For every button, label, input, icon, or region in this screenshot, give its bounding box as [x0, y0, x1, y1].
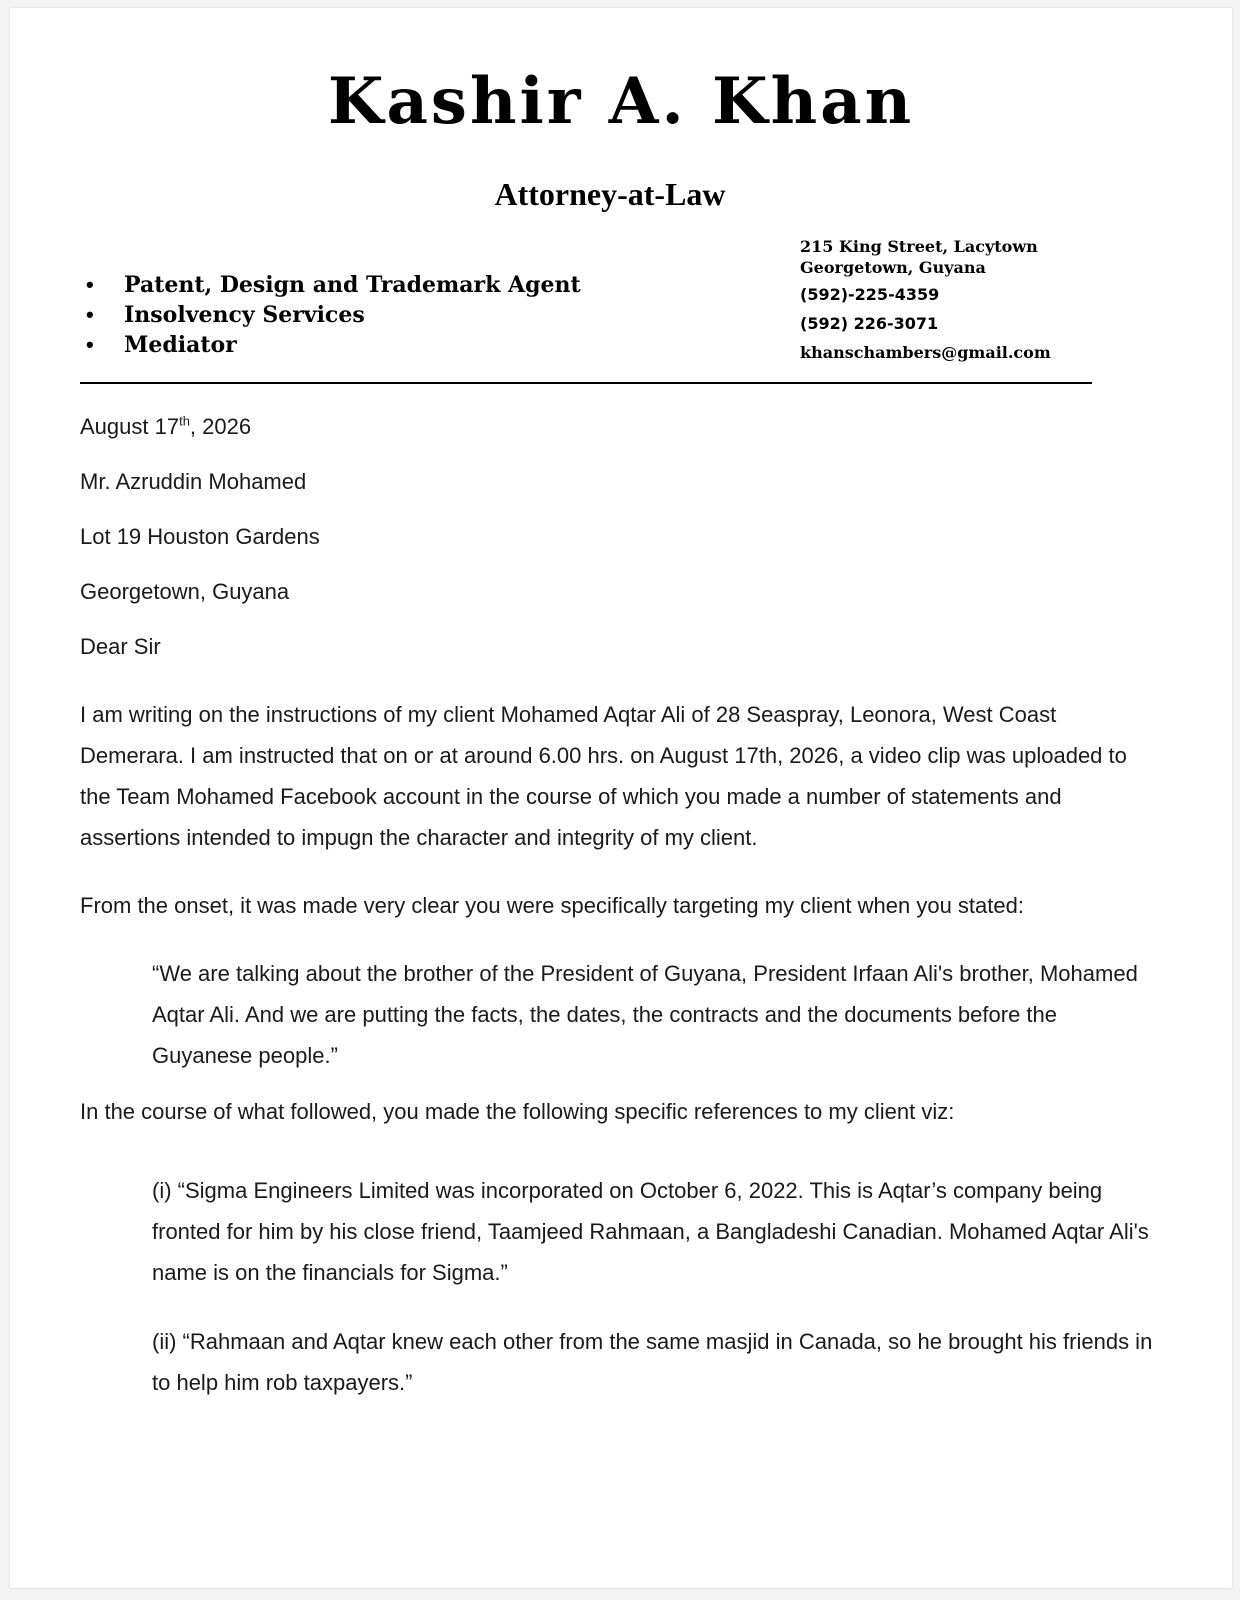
body-paragraph: In the course of what followed, you made the following specific references to my client viz:	[80, 1099, 955, 1124]
date-ordinal: th	[179, 413, 190, 429]
service-item: • Insolvency Services	[82, 300, 581, 330]
address-line: Georgetown, Guyana	[800, 258, 986, 277]
phone-number: (592)-225-4359	[800, 285, 940, 304]
letterhead-title: Attorney-at-Law	[494, 176, 726, 212]
body-paragraph: From the onset, it was made very clear you were specifically targeting my client when you stated:	[80, 893, 1024, 918]
services-list	[82, 270, 581, 360]
block-quote: (ii) “Rahmaan and Aqtar knew each other from the same masjid in Canada, so he brought his friends in to help him rob taxpayers.”	[152, 1329, 1153, 1395]
service-item: • Patent, Design and Trademark Agent	[82, 270, 581, 300]
body-paragraph: I am writing on the instructions of my client Mohamed Aqtar Ali of 28 Seaspray, Leonora, West Coast Demerara. I am instructed that on or at around 6.00 hrs. on August 17th, 2026, a video clip was uploaded to the Team Mohamed Facebook account in the course of which you made a number of statements and assertions intended to impugn the character and integrity of my client.	[80, 702, 1127, 850]
addressee-name: Mr. Azruddin Mohamed	[80, 469, 307, 494]
date-text: August 17	[80, 414, 180, 439]
contact-block	[800, 236, 1051, 363]
email-address: khanschambers@gmail.com	[800, 343, 1051, 362]
letter-date	[80, 414, 251, 440]
addressee-address: Lot 19 Houston Gardens	[80, 524, 320, 549]
header-divider	[80, 382, 1092, 384]
address-line: 215 King Street, Lacytown	[800, 237, 1038, 256]
phone-number: (592) 226-3071	[800, 314, 939, 333]
addressee-city: Georgetown, Guyana	[80, 579, 290, 604]
service-item: • Mediator	[82, 330, 581, 360]
block-quote: “We are talking about the brother of the President of Guyana, President Irfaan Ali's brother, Mohamed Aqtar Ali. And we are putting the facts, the dates, the contracts and the documents before the Guyanese people.”	[152, 961, 1138, 1068]
letterhead-name: Kashir A. Khan	[327, 64, 915, 139]
block-quote: (i) “Sigma Engineers Limited was incorporated on October 6, 2022. This is Aqtar’s company being fronted for him by his close friend, Taamjeed Rahmaan, a Bangladeshi Canadian. Mohamed Aqtar Ali's name is on the financials for Sigma.”	[152, 1178, 1149, 1285]
date-year: , 2026	[189, 414, 252, 439]
letter-page	[10, 8, 1232, 1588]
salutation: Dear Sir	[80, 634, 161, 659]
